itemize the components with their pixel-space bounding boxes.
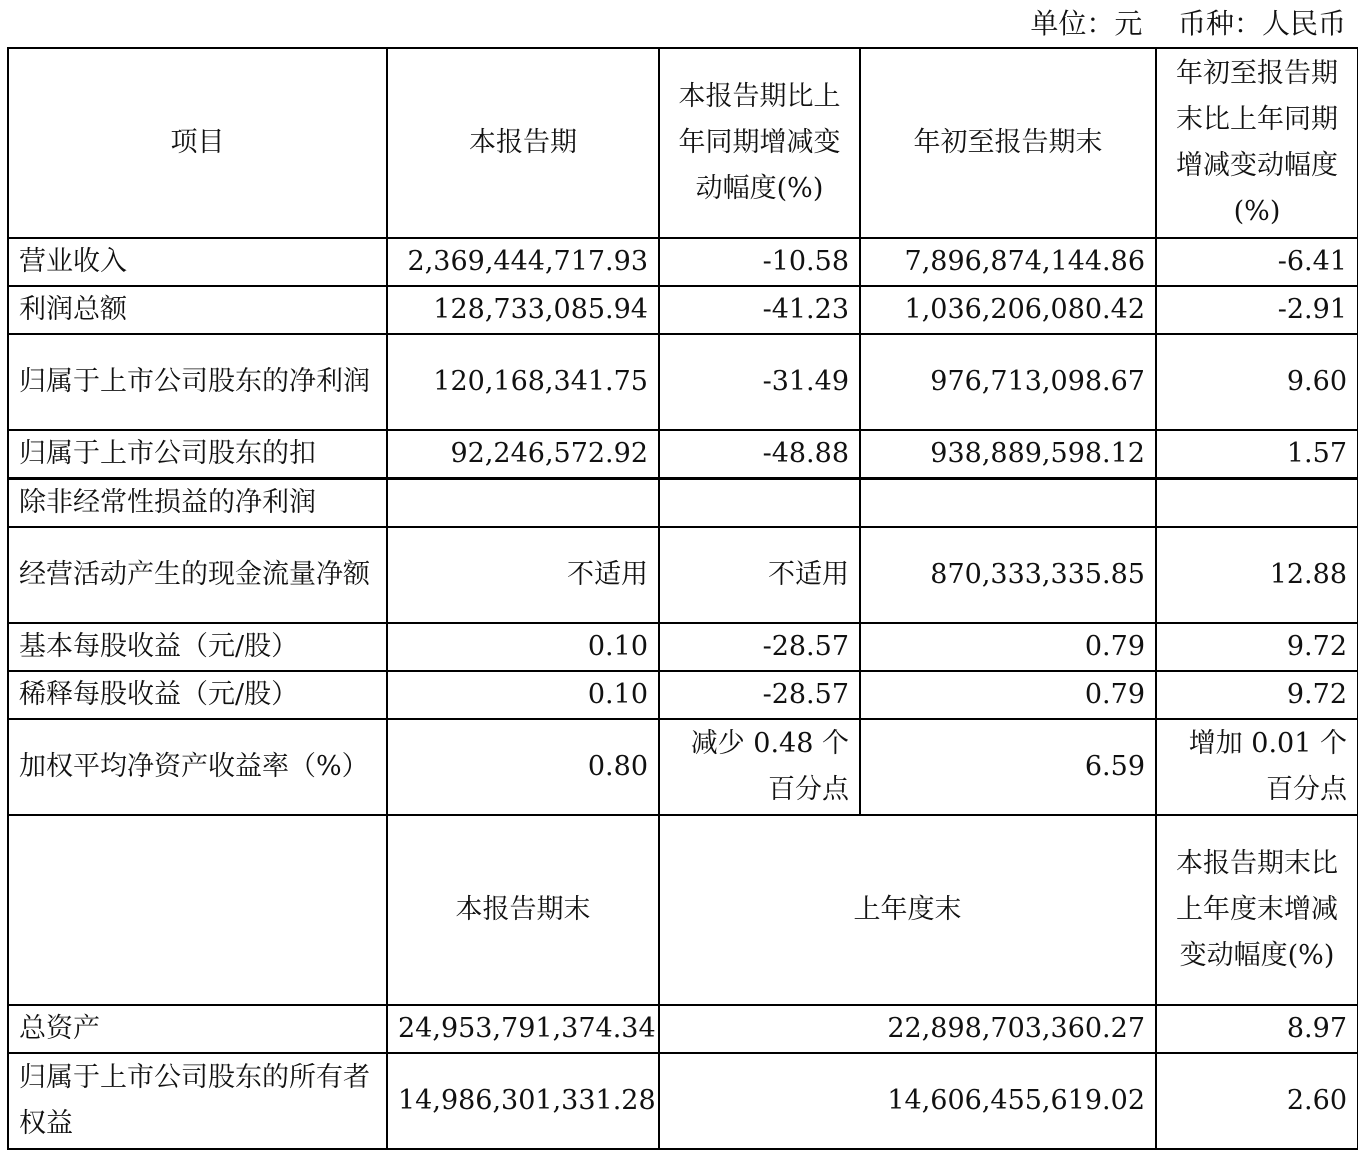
row-current: 128,733,085.94 xyxy=(387,286,659,334)
row-current: 2,369,444,717.93 xyxy=(387,238,659,286)
row-ytd-change: 9.72 xyxy=(1156,623,1358,671)
row-current: 0.10 xyxy=(387,623,659,671)
row-current: 0.10 xyxy=(387,671,659,719)
row-ytd: 1,036,206,080.42 xyxy=(860,286,1156,334)
row-ytd-change: 9.60 xyxy=(1156,334,1358,430)
row-period-change: 8.97 xyxy=(1156,1005,1358,1053)
row-label: 营业收入 xyxy=(8,238,387,286)
table-row xyxy=(8,334,1358,430)
table-row xyxy=(8,479,1358,528)
row-label: 加权平均净资产收益率（%） xyxy=(8,719,387,815)
row-current: 92,246,572.92 xyxy=(387,430,659,479)
header-current-change: 本报告期比上年同期增减变动幅度(%) xyxy=(659,48,860,238)
table-row xyxy=(8,527,1358,623)
table-row xyxy=(8,623,1358,671)
row-ytd-change: 12.88 xyxy=(1156,527,1358,623)
row-current-change: -28.57 xyxy=(659,671,860,719)
row-period-change: 2.60 xyxy=(1156,1053,1358,1149)
table-header-row xyxy=(8,48,1358,238)
row-current-change: -10.58 xyxy=(659,238,860,286)
row-current: 不适用 xyxy=(387,527,659,623)
row-ytd-change: 9.72 xyxy=(1156,671,1358,719)
header-ytd-change: 年初至报告期末比上年同期增减变动幅度(%) xyxy=(1156,48,1358,238)
row-ytd: 976,713,098.67 xyxy=(860,334,1156,430)
row-label: 除非经常性损益的净利润 xyxy=(8,479,387,528)
row-ytd-change xyxy=(1156,479,1358,528)
table-row xyxy=(8,430,1358,479)
header-current-period: 本报告期 xyxy=(387,48,659,238)
table-row xyxy=(8,238,1358,286)
unit-currency-note: 单位：元 币种：人民币 xyxy=(1030,7,1346,40)
financial-data-table xyxy=(7,47,1358,1150)
row-label: 稀释每股收益（元/股） xyxy=(8,671,387,719)
row-ytd-change: 1.57 xyxy=(1156,430,1358,479)
header-last-year-end: 上年度末 xyxy=(659,815,1156,1005)
row-current: 120,168,341.75 xyxy=(387,334,659,430)
header-period-change: 本报告期末比上年度末增减变动幅度(%) xyxy=(1156,815,1358,1005)
table-row xyxy=(8,1053,1358,1149)
row-ytd xyxy=(860,479,1156,528)
row-current xyxy=(387,479,659,528)
row-current: 0.80 xyxy=(387,719,659,815)
row-ytd: 938,889,598.12 xyxy=(860,430,1156,479)
row-period-end: 24,953,791,374.34 xyxy=(387,1005,659,1053)
row-ytd-change: -6.41 xyxy=(1156,238,1358,286)
table-row xyxy=(8,719,1358,815)
row-ytd: 0.79 xyxy=(860,671,1156,719)
row-current-change xyxy=(659,479,860,528)
row-current-change: 不适用 xyxy=(659,527,860,623)
row-current-change: -31.49 xyxy=(659,334,860,430)
row-label: 利润总额 xyxy=(8,286,387,334)
header-period-end: 本报告期末 xyxy=(387,815,659,1005)
table-row xyxy=(8,671,1358,719)
row-label: 归属于上市公司股东的净利润 xyxy=(8,334,387,430)
table-row xyxy=(8,1005,1358,1053)
row-last-year-end: 22,898,703,360.27 xyxy=(659,1005,1156,1053)
row-ytd-change: -2.91 xyxy=(1156,286,1358,334)
row-ytd: 6.59 xyxy=(860,719,1156,815)
row-label: 总资产 xyxy=(8,1005,387,1053)
row-current-change: -41.23 xyxy=(659,286,860,334)
balance-header-row xyxy=(8,815,1358,1005)
row-current-change: -28.57 xyxy=(659,623,860,671)
row-ytd: 870,333,335.85 xyxy=(860,527,1156,623)
table-row xyxy=(8,286,1358,334)
row-ytd: 0.79 xyxy=(860,623,1156,671)
row-label: 经营活动产生的现金流量净额 xyxy=(8,527,387,623)
row-current-change: -48.88 xyxy=(659,430,860,479)
row-last-year-end: 14,606,455,619.02 xyxy=(659,1053,1156,1149)
row-label: 归属于上市公司股东的所有者权益 xyxy=(8,1053,387,1149)
row-period-end: 14,986,301,331.28 xyxy=(387,1053,659,1149)
header-ytd: 年初至报告期末 xyxy=(860,48,1156,238)
row-ytd: 7,896,874,144.86 xyxy=(860,238,1156,286)
row-ytd-change: 增加 0.01 个百分点 xyxy=(1156,719,1358,815)
balance-header-item xyxy=(8,815,387,1005)
header-item: 项目 xyxy=(8,48,387,238)
row-label: 归属于上市公司股东的扣 xyxy=(8,430,387,479)
row-label: 基本每股收益（元/股） xyxy=(8,623,387,671)
row-current-change: 减少 0.48 个百分点 xyxy=(659,719,860,815)
